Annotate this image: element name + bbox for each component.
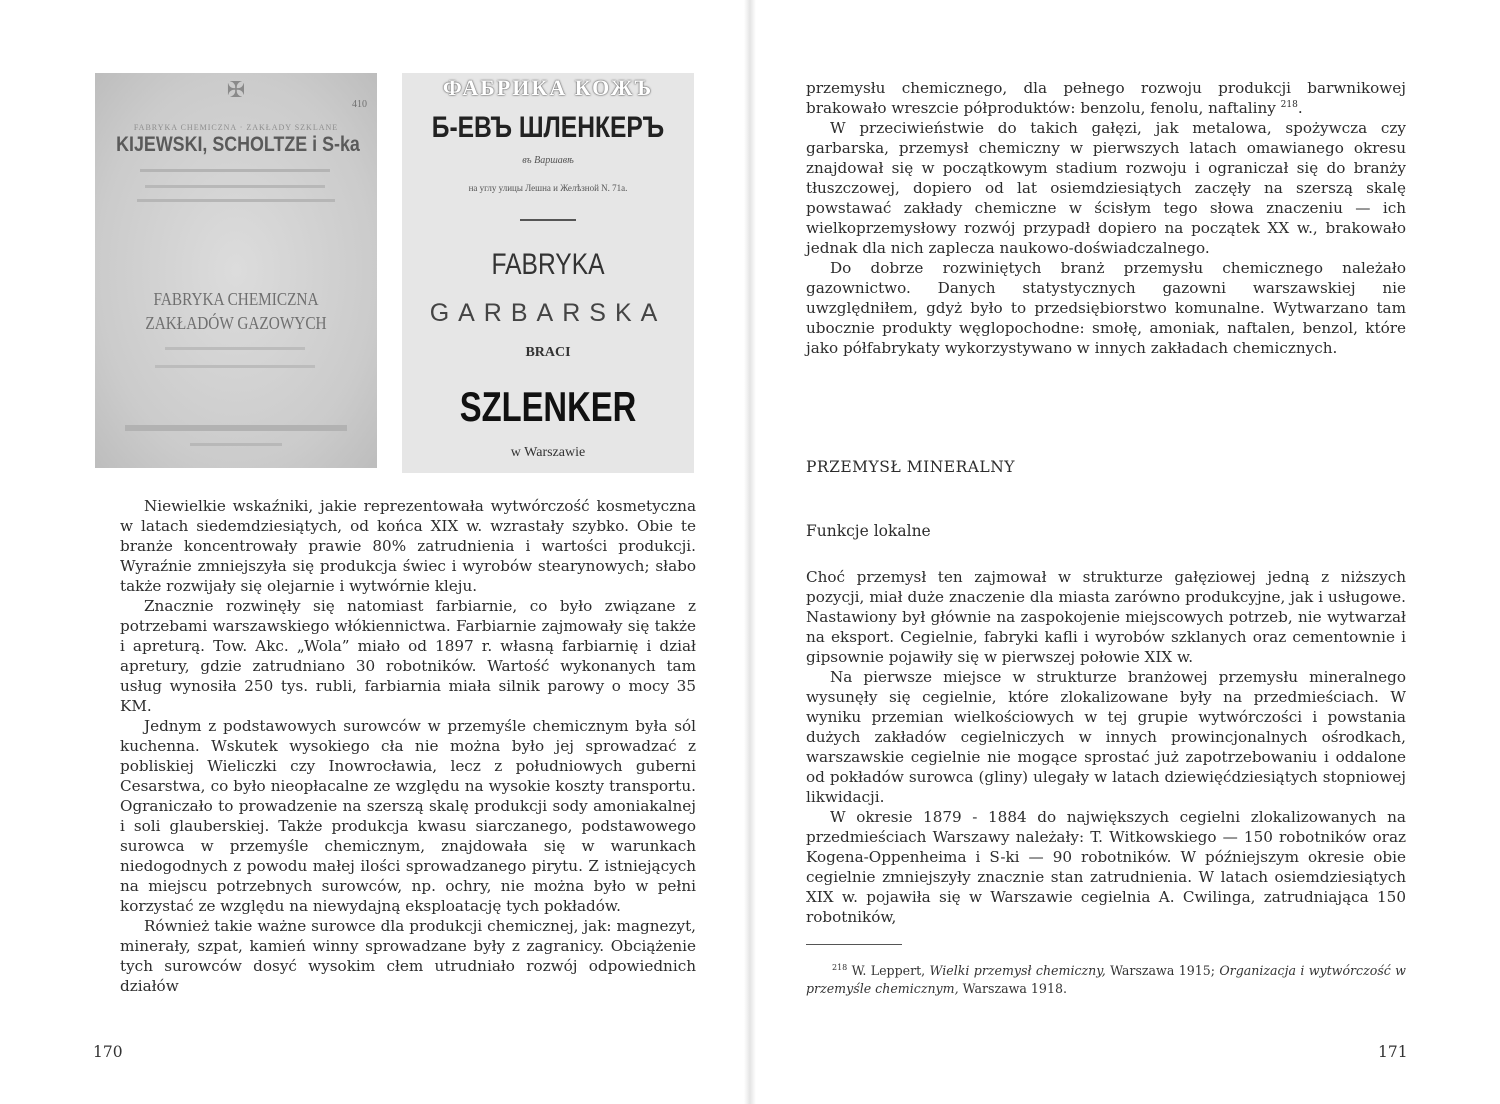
ad-cyrillic-sub1: въ Варшавѣ: [522, 155, 574, 166]
footnote-reference: 218: [1280, 99, 1298, 110]
footnote-place-2: Warszawa 1918.: [962, 981, 1067, 996]
paragraph: Do dobrze rozwiniętych branż przemysłu chemicznego należało gazownictwo. Danych statystycznych gazowni warszawskiej nie uwzględniłem, gdyż było to przedsiębiorstwo komunalne. Wytwarzano tam ubocznie produkty węglopochodne: smołę, amoniak, naftalen, benzol, które jako półfabrykaty wykorzystywano w innych zakładach chemicznych.: [806, 259, 1406, 357]
left-body-text: [120, 496, 696, 996]
ad-faded-line: [155, 365, 315, 368]
ad-cyrillic-address: на углу улицы Лешна и Желѣзной N. 71a.: [468, 183, 628, 193]
ad-number: 410: [352, 99, 367, 110]
footnote-title-1: Wielki przemysł chemiczny,: [929, 963, 1106, 978]
ad-divider: [520, 219, 576, 221]
paragraph: Jednym z podstawowych surowców w przemyśle chemicznym była sól kuchenna. Wskutek wysokiego cła nie można było jej sprowadzać z pobliskiej Wieliczki czy Inowrocławia, lecz z południowych guberni Cesarstwa, co było nieopłacalne ze względu na wysokie koszty transportu. Ograniczało to prowadzenie na szerszą skalę produkcji sody amoniakalnej i soli glauberskiej. Także produkcja kwasu siarczanego, podstawowego surowca w przemyśle chemicznym, znajdowała się w warunkach niedogodnych z powodu małej ilości sprowadzanego pirytu. Z istniejących na miejscu potrzebnych surowców, np. ochry, nie można było w pełni korzystać ze względu na niewydajną eksploatację tych pokładów.: [120, 717, 696, 915]
ad-chem-line: FABRYKA CHEMICZNA: [153, 289, 319, 309]
paragraph: przemysłu chemicznego, dla pełnego rozwoju produkcji barwnikowej brakowało wreszcie półproduktów: benzolu, fenolu, naftaliny $^{218}$.: [806, 79, 1406, 117]
ad-faded-line: [137, 199, 335, 202]
paragraph: W okresie 1879 - 1884 do największych cegielni zlokalizowanych na przedmieściach Warszawy należały: T. Witkowskiego — 150 robotników oraz Kogena-Oppenheima i S-ki — 90 robotników. W późniejszym okresie obie cegielnie zmniejszyły znacznie stan zatrudnienia. W latach osiemdziesiątych XIX w. pojawiła się w Warszawie cegielnia A. Cwilinga, zatrudniająca 150 robotników,: [806, 808, 1406, 926]
subsection-title: Funkcje lokalne: [806, 522, 931, 540]
ad-company-name: KIJEWSKI, SCHOLTZE i S-ka: [116, 133, 360, 156]
ad-faded-line: [145, 185, 325, 188]
footnote-place-1: Warszawa 1915;: [1110, 963, 1215, 978]
footnote-number: 218: [832, 962, 848, 972]
ad-faded-line: [140, 169, 330, 172]
right-body-text: [806, 567, 1406, 927]
ad-faded-line: [165, 347, 305, 350]
paragraph: Niewielkie wskaźniki, jakie reprezentowała wytwórczość kosmetyczna w latach siedemdziesiątych, od końca XIX w. wzrastały szybko. Obie te branże koncentrowały prawie 80% zatrudnienia i wartości produkcji. Wyraźnie zmniejszyła się produkcja świec i wyrobów stearynowych; słabo także rozwijały się olejarnie i wytwórnie kleju.: [120, 497, 696, 595]
ad-cyrillic-firm: Б-ЕВЪ ШЛЕНКЕРЪ: [431, 111, 665, 144]
ad-garbarska: GARBARSKA: [429, 299, 667, 327]
section-title: PRZEMYSŁ MINERALNY: [806, 458, 1016, 476]
paragraph: W przeciwieństwie do takich gałęzi, jak metalowa, spożywcza czy garbarska, przemysł chemiczny w pierwszych latach omawianego okresu znajdował się w początkowym stadium rozwoju i ograniczał się do branży tłuszczowej, dopiero od lat osiemdziesiątych zaczęły na szerszą skalę powstawać zakłady chemiczne w ścisłym tego słowa znaczeniu — ich wielkoprzemysłowy rozwój przypadł dopiero na początek XX w., brakowało jednak dla nich zaplecza naukowo-doświadczalnego.: [806, 119, 1406, 257]
ad-cyrillic-header: ФАБРИКА КОЖЪ: [442, 75, 654, 100]
right-top-text: [806, 78, 1406, 358]
paragraph: Znacznie rozwinęły się natomiast farbiarnie, co było związane z potrzebami warszawskiego włókiennictwa. Farbiarnie zajmowały się także i apreturą. Tow. Akc. „Wola” miało od 1897 r. własną farbiarnię i dział apretury, gdzie zatrudniano 30 robotników. Wartość wykonanych tam usług wynosiła 250 tys. rubli, farbiarnia miała silnik parowy o mocy 35 KM.: [120, 597, 696, 715]
footnote-divider: [806, 944, 902, 945]
ad-szlenker: SZLENKER: [459, 383, 637, 430]
page-number-left: 170: [93, 1043, 123, 1061]
ad-warszawie: w Warszawie: [510, 445, 586, 460]
page-number-right: 171: [1378, 1043, 1408, 1061]
ad-braci: BRACI: [525, 345, 571, 360]
footnote-title-2: Organizacja i wytwórczość w przemyśle chemicznym,: [806, 963, 1406, 996]
footnote-author: W. Leppert,: [851, 963, 926, 978]
ad-faded-line: [190, 443, 282, 446]
paragraph: Na pierwsze miejsce w strukturze branżowej przemysłu mineralnego wysunęły się cegielnie, które zlokalizowane były na przedmieściach. W wyniku przemian wielkościowych w tej grupie wytwórczości i powstania dużych zakładów cegielniczych w innych prowincjonalnych ośrodkach, warszawskie cegielnie nie mogące sprostać już zapotrzebowaniu i oddalone od pokładów surowca (gliny) ulegały w latach dziewięćdziesiątych stopniowej likwidacji.: [806, 668, 1406, 806]
ad-gaz-line: ZAKŁADÓW GAZOWYCH: [145, 313, 327, 333]
eagle-crest-icon: ✠: [226, 77, 246, 102]
ad-faded-line: [125, 425, 347, 431]
ad-company-small: FABRYKA CHEMICZNA · ZAKŁADY SZKLANE: [133, 123, 339, 132]
footnote: [806, 962, 1406, 998]
paragraph-text: przemysłu chemicznego, dla pełnego rozwoju produkcji barwnikowej brakowało wreszcie półproduktów: benzolu, fenolu, naftaliny: [806, 79, 1406, 117]
advertisement-kijewski-scholtze: [95, 73, 377, 468]
paragraph: Choć przemysł ten zajmował w strukturze gałęziowej jedną z niższych pozycji, miał duże znaczenie dla miasta zarówno produkcyjne, jak i usługowe. Nastawiony był głównie na zaspokojenie miejscowych potrzeb, nie wytwarzał na eksport. Cegielnie, fabryki kafli i wyrobów szklanych oraz cementownie i gipsownie pojawiły się w pierwszej połowie XIX w.: [806, 568, 1406, 666]
paragraph: Również takie ważne surowce dla produkcji chemicznej, jak: magnezyt, minerały, szpat, kamień winny sprowadzane były z zagranicy. Obciążenie tych surowców dosyć wysokim cłem utrudniało rozwój odpowiednich działów: [120, 917, 696, 995]
advertisement-szlenker: [402, 73, 694, 473]
ad-fabryka: FABRYKA: [491, 248, 605, 281]
